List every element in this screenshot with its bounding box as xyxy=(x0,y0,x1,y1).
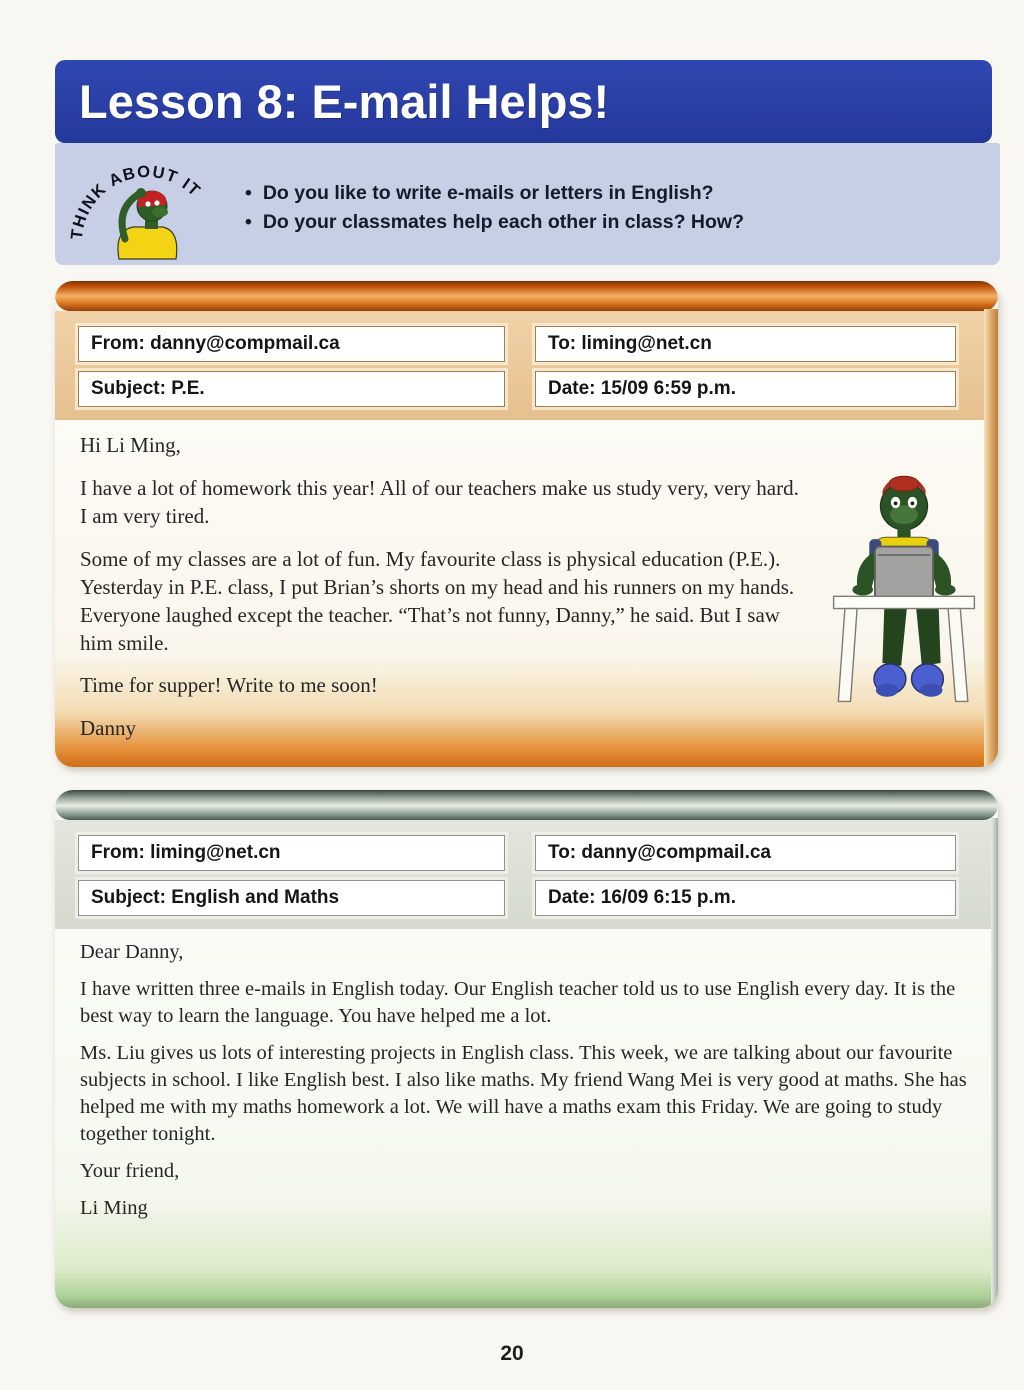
email-to-field: To: liming@net.cn xyxy=(535,326,956,362)
email-subject-field: Subject: English and Maths xyxy=(78,880,505,916)
email-subject-field: Subject: P.E. xyxy=(78,371,505,407)
email-paragraph: Time for supper! Write to me soon! xyxy=(80,673,378,698)
email-card-top-bar xyxy=(55,281,998,311)
email-header-fields xyxy=(55,820,998,929)
think-about-it-section xyxy=(55,143,1000,265)
think-question-2: • Do your classmates help each other in class? How? xyxy=(245,208,744,237)
lesson-title: Lesson 8: E-mail Helps! xyxy=(79,75,610,128)
think-about-it-questions xyxy=(245,179,744,237)
email-header-fields xyxy=(55,311,998,420)
email-closing: Your friend, xyxy=(80,1160,180,1183)
email-card-danny xyxy=(55,281,998,767)
email-date-field: Date: 16/09 6:15 p.m. xyxy=(535,880,956,916)
email-body xyxy=(55,929,998,1308)
email-paragraph: I have written three e-mails in English today. Our English teacher told us to use English every day. It is the best way to learn the language. You have helped me a lot. xyxy=(80,978,956,1028)
email-paragraph: Ms. Liu gives us lots of interesting projects in English class. This week, we are talking about our favourite subjects in school. I like English best. I also like maths. My friend Wang Mei is very good at maths. She has helped me with my maths homework a lot. We will have a maths exam this Friday. We are going to study together tonight. xyxy=(80,1042,967,1146)
email-greeting: Hi Li Ming, xyxy=(80,433,181,457)
page-number: 20 xyxy=(500,1342,524,1365)
email-date-field: Date: 15/09 6:59 p.m. xyxy=(535,371,956,407)
email-from-field: From: danny@compmail.ca xyxy=(78,326,505,362)
email-body xyxy=(55,420,998,767)
email-greeting: Dear Danny, xyxy=(80,941,184,963)
email-to-field: To: danny@compmail.ca xyxy=(535,835,956,871)
email-card-liming xyxy=(55,790,998,1308)
think-about-it-turtle-icon xyxy=(63,145,231,263)
email-card-top-bar xyxy=(55,790,998,820)
turtle-at-computer-illustration xyxy=(828,462,980,710)
email-from-field: From: liming@net.cn xyxy=(78,835,505,871)
email-signature: Danny xyxy=(80,716,136,741)
email-paragraph: I have a lot of homework this year! All of our teachers make us study very, very hard. I am very tired. xyxy=(80,475,799,528)
lesson-title-banner xyxy=(55,60,992,143)
email-paragraph: Some of my classes are a lot of fun. My favourite class is physical education (P.E.). Yesterday in P.E. class, I put Brian’s shorts on my head and his runners on my hands. Everyone laughed except the teacher. “That’s not funny, Danny,” he said. But I saw him smile. xyxy=(80,546,795,655)
think-about-it-arc-text: THINK ABOUT IT xyxy=(67,162,205,241)
email-signature: Li Ming xyxy=(80,1197,148,1220)
think-question-1: • Do you like to write e-mails or letters in English? xyxy=(245,179,744,208)
turtle-shirt xyxy=(118,227,177,259)
